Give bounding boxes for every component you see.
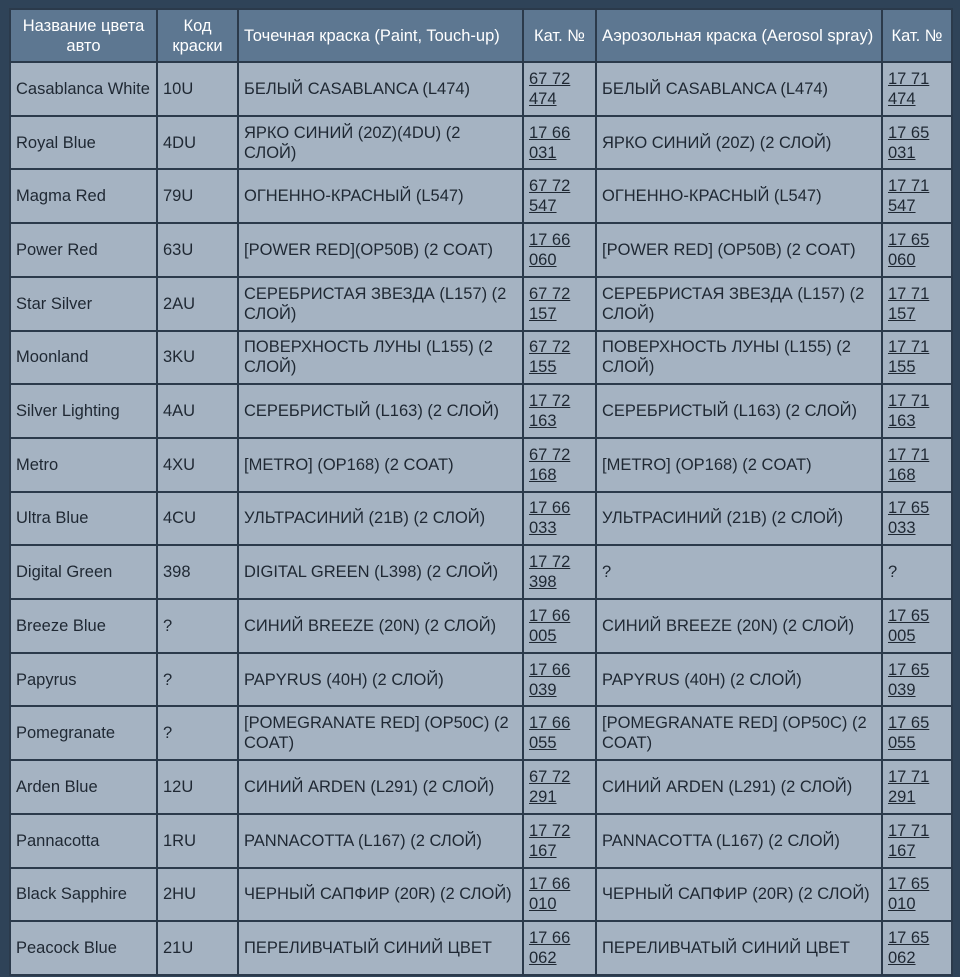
paint-code-cell: 4DU (157, 116, 238, 170)
table-row (10, 384, 952, 438)
aerosol-name-cell: УЛЬТРАСИНИЙ (21B) (2 СЛОЙ) (596, 492, 882, 546)
touchup-catalog-cell (523, 545, 596, 599)
color-name-cell: Royal Blue (10, 116, 157, 170)
touchup-catalog-cell (523, 760, 596, 814)
touchup-name-cell: ЧЕРНЫЙ САПФИР (20R) (2 СЛОЙ) (238, 868, 523, 922)
touchup-name-cell: ПЕРЕЛИВЧАТЫЙ СИНИЙ ЦВЕТ (238, 921, 523, 975)
color-name-cell: Magma Red (10, 169, 157, 223)
color-name-cell: Power Red (10, 223, 157, 277)
color-name-cell: Black Sapphire (10, 868, 157, 922)
touchup-name-cell: ОГНЕННО-КРАСНЫЙ (L547) (238, 169, 523, 223)
aerosol-catalog-link[interactable]: 17 65 031 (888, 123, 930, 162)
table-row (10, 921, 952, 975)
touchup-name-cell: PANNACOTTA (L167) (2 СЛОЙ) (238, 814, 523, 868)
touchup-catalog-cell (523, 331, 596, 385)
touchup-catalog-cell (523, 814, 596, 868)
color-name-cell: Silver Lighting (10, 384, 157, 438)
aerosol-catalog-link[interactable]: 17 65 060 (888, 230, 930, 269)
aerosol-catalog-link[interactable]: 17 65 062 (888, 929, 930, 968)
touchup-catalog-cell (523, 653, 596, 707)
table-row (10, 599, 952, 653)
paint-code-cell: 398 (157, 545, 238, 599)
touchup-catalog-link[interactable]: 67 72 547 (529, 177, 571, 216)
aerosol-catalog-cell (882, 116, 952, 170)
touchup-name-cell: [METRO] (OP168) (2 COAT) (238, 438, 523, 492)
touchup-name-cell: DIGITAL GREEN (L398) (2 СЛОЙ) (238, 545, 523, 599)
aerosol-catalog-link[interactable]: 17 65 055 (888, 714, 930, 753)
aerosol-catalog-link[interactable]: 17 65 039 (888, 660, 930, 699)
table-row (10, 277, 952, 331)
header-cat-aerosol: Кат. № (882, 9, 952, 62)
color-name-cell: Arden Blue (10, 760, 157, 814)
touchup-name-cell: PAPYRUS (40H) (2 СЛОЙ) (238, 653, 523, 707)
paint-code-cell: 12U (157, 760, 238, 814)
touchup-catalog-cell (523, 62, 596, 116)
aerosol-catalog-link[interactable]: 17 65 033 (888, 499, 930, 538)
aerosol-catalog-cell (882, 438, 952, 492)
paint-code-cell: 2HU (157, 868, 238, 922)
table-row (10, 760, 952, 814)
aerosol-catalog-link[interactable]: 17 71 547 (888, 177, 930, 216)
header-cat-touchup: Кат. № (523, 9, 596, 62)
touchup-name-cell: ПОВЕРХНОСТЬ ЛУНЫ (L155) (2 СЛОЙ) (238, 331, 523, 385)
paint-code-cell: 10U (157, 62, 238, 116)
touchup-name-cell: СИНИЙ BREEZE (20N) (2 СЛОЙ) (238, 599, 523, 653)
color-name-cell: Peacock Blue (10, 921, 157, 975)
table-row (10, 331, 952, 385)
touchup-catalog-cell (523, 277, 596, 331)
aerosol-name-cell: СЕРЕБРИСТЫЙ (L163) (2 СЛОЙ) (596, 384, 882, 438)
paint-code-cell: 79U (157, 169, 238, 223)
color-name-cell: Ultra Blue (10, 492, 157, 546)
touchup-name-cell: СЕРЕБРИСТАЯ ЗВЕЗДА (L157) (2 СЛОЙ) (238, 277, 523, 331)
touchup-catalog-cell (523, 223, 596, 277)
touchup-catalog-link[interactable]: 67 72 474 (529, 69, 571, 108)
color-name-cell: Digital Green (10, 545, 157, 599)
paint-code-cell: 4CU (157, 492, 238, 546)
header-paint-code: Код краски (157, 9, 238, 62)
touchup-catalog-cell (523, 169, 596, 223)
paint-code-cell: 63U (157, 223, 238, 277)
table-row (10, 868, 952, 922)
color-name-cell: Papyrus (10, 653, 157, 707)
touchup-catalog-link[interactable]: 17 72 398 (529, 553, 571, 592)
aerosol-name-cell: ЧЕРНЫЙ САПФИР (20R) (2 СЛОЙ) (596, 868, 882, 922)
touchup-catalog-cell (523, 384, 596, 438)
aerosol-catalog-cell (882, 384, 952, 438)
aerosol-name-cell: PANNACOTTA (L167) (2 СЛОЙ) (596, 814, 882, 868)
table-row (10, 706, 952, 760)
table-row (10, 492, 952, 546)
aerosol-name-cell: СИНИЙ BREEZE (20N) (2 СЛОЙ) (596, 599, 882, 653)
aerosol-name-cell: ЯРКО СИНИЙ (20Z) (2 СЛОЙ) (596, 116, 882, 170)
touchup-catalog-link[interactable]: 17 66 060 (529, 230, 571, 269)
aerosol-name-cell: ПОВЕРХНОСТЬ ЛУНЫ (L155) (2 СЛОЙ) (596, 331, 882, 385)
touchup-name-cell: УЛЬТРАСИНИЙ (21B) (2 СЛОЙ) (238, 492, 523, 546)
touchup-name-cell: [POMEGRANATE RED] (OP50C) (2 COAT) (238, 706, 523, 760)
aerosol-catalog-cell (882, 223, 952, 277)
aerosol-catalog-link[interactable]: 17 65 010 (888, 875, 930, 914)
aerosol-name-cell: ПЕРЕЛИВЧАТЫЙ СИНИЙ ЦВЕТ (596, 921, 882, 975)
aerosol-name-cell: PAPYRUS (40H) (2 СЛОЙ) (596, 653, 882, 707)
aerosol-catalog-cell (882, 169, 952, 223)
paint-code-cell: ? (157, 706, 238, 760)
paint-code-cell: 3KU (157, 331, 238, 385)
aerosol-catalog-cell (882, 599, 952, 653)
touchup-name-cell: СЕРЕБРИСТЫЙ (L163) (2 СЛОЙ) (238, 384, 523, 438)
touchup-catalog-cell (523, 921, 596, 975)
touchup-catalog-link[interactable]: 17 72 167 (529, 821, 571, 860)
table-row (10, 223, 952, 277)
aerosol-catalog-cell (882, 277, 952, 331)
aerosol-catalog-cell (882, 760, 952, 814)
aerosol-name-cell: [POMEGRANATE RED] (OP50C) (2 COAT) (596, 706, 882, 760)
touchup-catalog-link[interactable]: 17 66 033 (529, 499, 571, 538)
aerosol-catalog-cell: ? (882, 545, 952, 599)
paint-code-cell: 1RU (157, 814, 238, 868)
color-name-cell: Pomegranate (10, 706, 157, 760)
paint-code-cell: ? (157, 599, 238, 653)
aerosol-name-cell: [POWER RED] (OP50B) (2 COAT) (596, 223, 882, 277)
touchup-catalog-link[interactable]: 17 66 031 (529, 123, 571, 162)
aerosol-name-cell: [METRO] (OP168) (2 COAT) (596, 438, 882, 492)
touchup-catalog-link[interactable]: 17 66 010 (529, 875, 571, 914)
color-name-cell: Pannacotta (10, 814, 157, 868)
color-name-cell: Breeze Blue (10, 599, 157, 653)
aerosol-catalog-link[interactable]: 17 71 167 (888, 821, 930, 860)
aerosol-catalog-cell (882, 814, 952, 868)
touchup-catalog-link[interactable]: 67 72 157 (529, 284, 571, 323)
header-touchup: Точечная краска (Paint, Touch-up) (238, 9, 523, 62)
aerosol-name-cell: СЕРЕБРИСТАЯ ЗВЕЗДА (L157) (2 СЛОЙ) (596, 277, 882, 331)
aerosol-catalog-cell (882, 868, 952, 922)
touchup-catalog-cell (523, 492, 596, 546)
touchup-name-cell: ЯРКО СИНИЙ (20Z)(4DU) (2 СЛОЙ) (238, 116, 523, 170)
color-name-cell: Metro (10, 438, 157, 492)
aerosol-name-cell: СИНИЙ ARDEN (L291) (2 СЛОЙ) (596, 760, 882, 814)
aerosol-name-cell: БЕЛЫЙ CASABLANCA (L474) (596, 62, 882, 116)
touchup-catalog-cell (523, 868, 596, 922)
touchup-catalog-cell (523, 706, 596, 760)
header-aerosol: Аэрозольная краска (Aerosol spray) (596, 9, 882, 62)
paint-code-cell: 2AU (157, 277, 238, 331)
paint-code-cell: 4XU (157, 438, 238, 492)
touchup-catalog-cell (523, 599, 596, 653)
paint-code-cell: 4AU (157, 384, 238, 438)
paint-code-cell: ? (157, 653, 238, 707)
touchup-catalog-cell (523, 116, 596, 170)
table-row (10, 653, 952, 707)
aerosol-catalog-cell (882, 706, 952, 760)
aerosol-name-cell: ? (596, 545, 882, 599)
aerosol-catalog-link[interactable]: 17 71 163 (888, 392, 930, 431)
paint-code-cell: 21U (157, 921, 238, 975)
color-name-cell: Star Silver (10, 277, 157, 331)
aerosol-catalog-link[interactable]: 17 71 168 (888, 445, 930, 484)
paint-table (9, 8, 953, 976)
touchup-name-cell: [POWER RED](OP50B) (2 COAT) (238, 223, 523, 277)
aerosol-name-cell: ОГНЕННО-КРАСНЫЙ (L547) (596, 169, 882, 223)
table-row (10, 169, 952, 223)
touchup-catalog-link[interactable]: 17 66 005 (529, 606, 571, 645)
color-name-cell: Moonland (10, 331, 157, 385)
touchup-catalog-link[interactable]: 17 66 039 (529, 660, 571, 699)
header-color-name: Название цвета авто (10, 9, 157, 62)
table-row (10, 545, 952, 599)
aerosol-catalog-link[interactable]: 17 71 155 (888, 338, 930, 377)
touchup-catalog-link[interactable]: 67 72 168 (529, 445, 571, 484)
touchup-catalog-link[interactable]: 17 72 163 (529, 392, 571, 431)
color-name-cell: Casablanca White (10, 62, 157, 116)
aerosol-catalog-cell (882, 62, 952, 116)
table-header-row (10, 9, 952, 62)
touchup-catalog-link[interactable]: 67 72 155 (529, 338, 571, 377)
touchup-name-cell: СИНИЙ ARDEN (L291) (2 СЛОЙ) (238, 760, 523, 814)
table-row (10, 116, 952, 170)
aerosol-catalog-link[interactable]: 17 71 474 (888, 69, 930, 108)
touchup-catalog-link[interactable]: 67 72 291 (529, 767, 571, 806)
aerosol-catalog-cell (882, 331, 952, 385)
table-row (10, 62, 952, 116)
touchup-catalog-link[interactable]: 17 66 062 (529, 929, 571, 968)
touchup-name-cell: БЕЛЫЙ CASABLANCA (L474) (238, 62, 523, 116)
table-row (10, 438, 952, 492)
aerosol-catalog-link[interactable]: 17 71 157 (888, 284, 930, 323)
aerosol-catalog-cell (882, 492, 952, 546)
aerosol-catalog-link[interactable]: 17 65 005 (888, 606, 930, 645)
aerosol-catalog-link[interactable]: 17 71 291 (888, 767, 930, 806)
aerosol-catalog-cell (882, 653, 952, 707)
touchup-catalog-link[interactable]: 17 66 055 (529, 714, 571, 753)
table-row (10, 814, 952, 868)
touchup-catalog-cell (523, 438, 596, 492)
aerosol-catalog-cell (882, 921, 952, 975)
